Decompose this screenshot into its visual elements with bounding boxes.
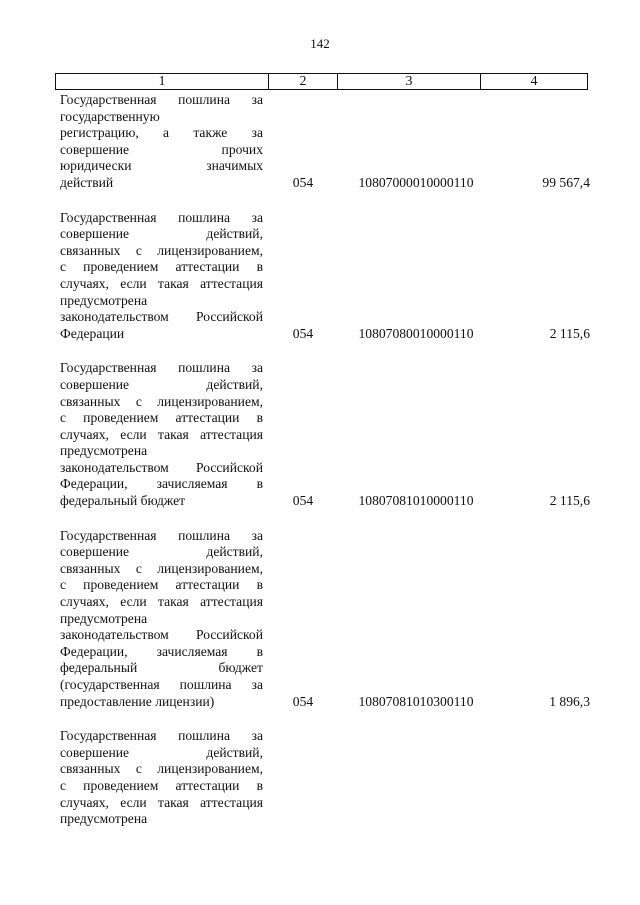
description-line: совершение действий, bbox=[60, 544, 263, 560]
description-line: Государственная пошлина за bbox=[60, 360, 263, 376]
description-line: законодательством Российской bbox=[60, 459, 263, 475]
row-description bbox=[60, 728, 263, 828]
header-row bbox=[56, 74, 588, 90]
table-row bbox=[60, 528, 590, 711]
header-col-3: 3 bbox=[338, 74, 481, 90]
row-amount: 2 115,6 bbox=[549, 325, 590, 341]
row-budget-code: 10807081010000110 bbox=[358, 493, 474, 509]
description-line: Государственная пошлина за bbox=[60, 527, 263, 543]
description-line: совершение действий, bbox=[60, 744, 263, 760]
header-col-2: 2 bbox=[269, 74, 338, 90]
row-admin-code: 054 bbox=[292, 325, 314, 341]
description-line: законодательством Российской bbox=[60, 309, 263, 325]
description-line: федеральный бюджет bbox=[60, 660, 263, 676]
description-line: с проведением аттестации в bbox=[60, 577, 263, 593]
table-row bbox=[60, 360, 590, 509]
row-description bbox=[60, 92, 263, 192]
description-line: предоставление лицензии) bbox=[60, 693, 215, 709]
description-line: совершение действий, bbox=[60, 376, 263, 392]
page-number: 142 bbox=[310, 36, 330, 51]
row-description bbox=[60, 528, 263, 711]
table-row bbox=[60, 728, 590, 828]
row-admin-code: 054 bbox=[292, 693, 314, 709]
description-line: случаях, если такая аттестация bbox=[60, 794, 263, 810]
description-line: регистрацию, а также за bbox=[60, 125, 263, 141]
description-line: связанных с лицензированием, bbox=[60, 560, 263, 576]
description-line: Государственная пошлина за bbox=[60, 209, 263, 225]
description-line: предусмотрена bbox=[60, 811, 148, 827]
description-line: связанных с лицензированием, bbox=[60, 242, 263, 258]
table-body bbox=[60, 92, 590, 846]
row-description bbox=[60, 360, 263, 509]
description-line: Федерации, зачисляемая в bbox=[60, 476, 263, 492]
description-line: с проведением аттестации в bbox=[60, 777, 263, 793]
row-amount: 99 567,4 bbox=[542, 174, 590, 190]
description-line: связанных с лицензированием, bbox=[60, 393, 263, 409]
row-budget-code: 10807081010300110 bbox=[358, 693, 474, 709]
description-line: с проведением аттестации в bbox=[60, 259, 263, 275]
row-admin-code: 054 bbox=[292, 493, 314, 509]
description-line: (государственная пошлина за bbox=[60, 677, 263, 692]
description-line: юридически значимых bbox=[60, 158, 263, 174]
table-row bbox=[60, 92, 590, 192]
description-line: Федерации bbox=[60, 325, 125, 341]
description-line: предусмотрена bbox=[60, 610, 148, 626]
description-line: Государственная пошлина за bbox=[60, 92, 263, 107]
row-amount: 2 115,6 bbox=[549, 493, 590, 509]
description-line: с проведением аттестации в bbox=[60, 410, 263, 426]
description-line: совершение прочих bbox=[60, 141, 263, 157]
description-line: предусмотрена bbox=[60, 443, 148, 459]
column-header-table bbox=[55, 73, 588, 90]
row-budget-code: 10807000010000110 bbox=[358, 174, 474, 190]
description-line: Государственная пошлина за bbox=[60, 728, 263, 744]
description-line: федеральный бюджет bbox=[60, 493, 186, 509]
row-amount: 1 896,3 bbox=[549, 693, 590, 709]
row-description bbox=[60, 210, 263, 343]
header-col-4: 4 bbox=[481, 74, 588, 90]
description-line: связанных с лицензированием, bbox=[60, 761, 263, 777]
row-admin-code: 054 bbox=[292, 174, 314, 190]
description-line: предусмотрена bbox=[60, 292, 148, 308]
description-line: Федерации, зачисляемая в bbox=[60, 643, 263, 659]
description-line: совершение действий, bbox=[60, 226, 263, 242]
header-col-1: 1 bbox=[56, 74, 269, 90]
table-row bbox=[60, 210, 590, 343]
description-line: государственную bbox=[60, 108, 160, 124]
description-line: случаях, если такая аттестация bbox=[60, 275, 263, 291]
description-line: законодательством Российской bbox=[60, 627, 263, 643]
row-budget-code: 10807080010000110 bbox=[358, 325, 474, 341]
description-line: случаях, если такая аттестация bbox=[60, 594, 263, 610]
description-line: случаях, если такая аттестация bbox=[60, 426, 263, 442]
description-line: действий bbox=[60, 174, 114, 190]
